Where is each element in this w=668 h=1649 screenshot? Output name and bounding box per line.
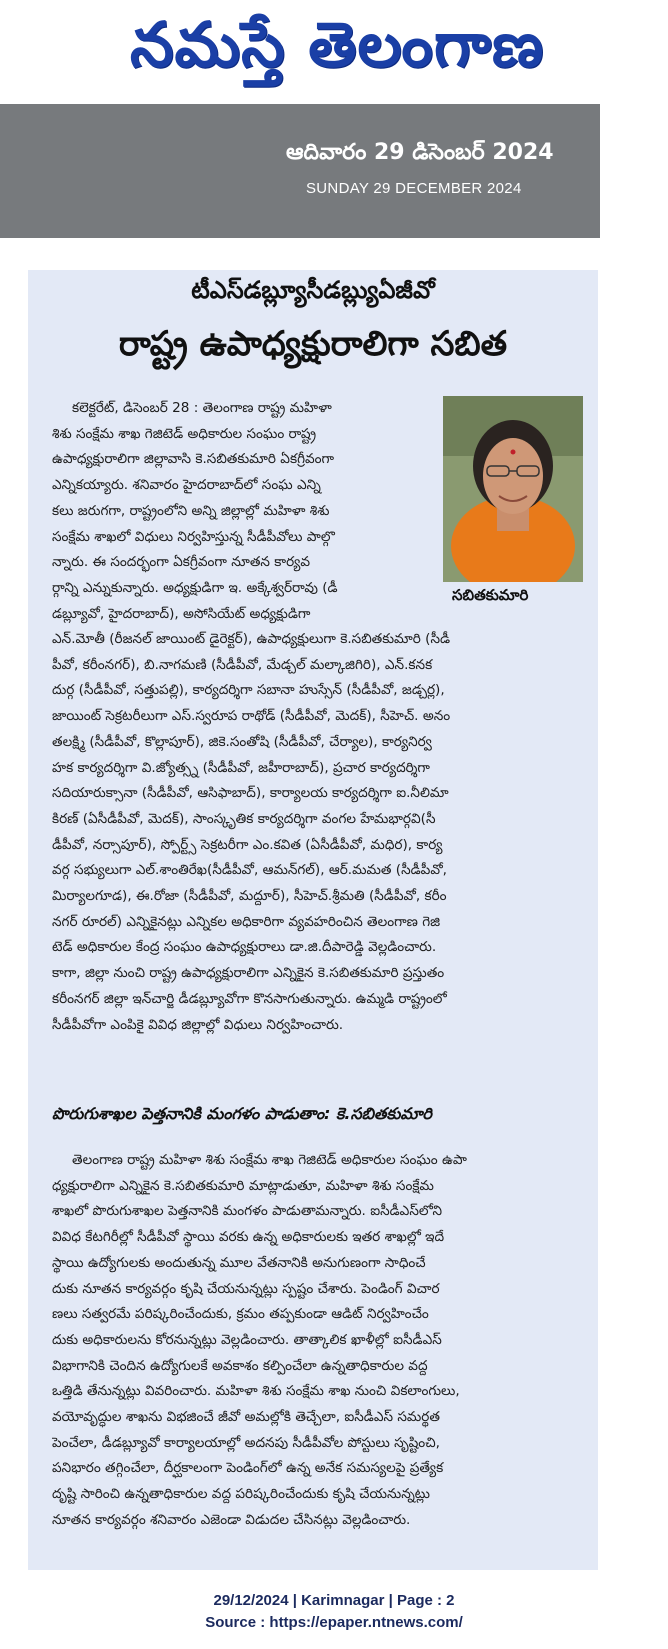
text-line: తలక్ష్మి (సీడీపీవో, కొల్లాపూర్), జికె.సంతోషి (సీడీపీవో, చేర్యాల), కార్యనిర్వ: [52, 733, 432, 750]
text-line: వర్గ సభ్యులుగా ఎల్.శాంతిరేఖ(సీడీపీవో, ఆమన్‌గల్), ఆర్.మమత (సీడీపీవో,: [52, 862, 447, 879]
text-line: కాగా, జిల్లా నుంచి రాష్ట్ర ఉపాధ్యక్షురాలిగా ఎన్నికైన కె.సబితకుమారి ప్రస్తుతం: [52, 965, 445, 982]
text-line: ఒత్తిడి తేనున్నట్లు వివరించారు. మహిళా శిశు సంక్షేమ శాఖ నుంచి వికలాంగులు,: [52, 1383, 460, 1400]
newspaper-logo: నమస్తే తెలంగాణ: [130, 8, 545, 81]
text-line: ఎన్నికయ్యారు. శనివారం హైదరాబాద్‌లో సంఘ ఎన్ని: [52, 477, 321, 494]
text-line: సదియారుక్సానా (సీడీపీవో, ఆసిఫాబాద్), కార్యాలయ కార్యదర్శిగా ఐ.నీలిమా: [52, 785, 449, 802]
text-line: మిర్యాలగూడ), ఈ.రోజా (సీడీపీవో, మద్దూర్), సీహెచ్.శ్రీమతి (సీడీపీవో, కరీం: [52, 888, 447, 905]
photo-caption: సబితకుమారి: [452, 586, 529, 604]
text-line: పీవో, కరీంనగర్), బి.నాగమణి (సీడీపీవో, మేడ్చల్ మల్కాజిగిరి), ఎన్.కనక: [52, 656, 433, 673]
text-line: నూతన కార్యవర్గం శనివారం ఎజెండా విడుదల చేసినట్లు వెల్లడించారు.: [52, 1511, 411, 1528]
text-line: శిశు సంక్షేమ శాఖ గెజిటెడ్ అధికారుల సంఘం రాష్ట్ర: [52, 425, 317, 442]
text-line: కరీంనగర్ జిల్లా ఇన్‌చార్జి డీడబ్ల్యూవోగా కొనసాగుతున్నారు. ఉమ్మడి రాష్ట్రంలో: [52, 990, 447, 1007]
person-photo: [443, 396, 583, 582]
text-line: వివిధ కేటగిరీల్లో సీడీపీవో స్థాయి వరకు ఉన్న అధికారులకు ఇతర శాఖల్లో ఇదే: [52, 1229, 445, 1246]
text-line: దుకు నూతన కార్యవర్గం కృషి చేయనున్నట్లు స్పష్టం చేశారు. పెండింగ్ విచార: [52, 1280, 440, 1297]
text-line: సీడీపీవోగా ఎంపికై వివిధ జిల్లాల్లో విధులు నిర్వహించారు.: [52, 1016, 344, 1033]
article-headline: రాష్ట్ర ఉపాధ్యక్షురాలిగా సబిత: [118, 324, 508, 364]
date-telugu: ఆదివారం 29 డిసెంబర్ 2024: [286, 140, 554, 165]
text-line: సంక్షేమ శాఖలో విధులు నిర్వహిస్తున్న సీడీపీవోలు పాల్గొ: [52, 528, 335, 545]
date-band: [0, 104, 600, 238]
date-english: SUNDAY 29 DECEMBER 2024: [306, 180, 522, 197]
text-line: ధ్యక్షురాలిగా ఎన్నికైన కె.సబితకుమారి మాట్లాడుతూ, మహిళా శిశు సంక్షేమ: [52, 1177, 434, 1194]
edition-line: 29/12/2024 | Karimnagar | Page : 2: [213, 1592, 455, 1609]
text-line: కలు జరుగగా, రాష్ట్రంలోని అన్ని జిల్లాల్లో మహిళా శిశు: [52, 502, 330, 519]
text-line: పనిభారం తగ్గించేలా, దీర్ఘకాలంగా పెండింగ్‌లో ఉన్న అనేక సమస్యలపై ప్రత్యేక: [52, 1460, 444, 1477]
text-line: డీపీవో, నర్సాపూర్), స్పోర్ట్స్ సెక్రటరీగా ఎం.కవిత (ఏసీడీపీవో, మధిర), కార్య: [52, 836, 443, 853]
portrait-image: [443, 396, 583, 582]
text-line: తెలంగాణ రాష్ట్ర మహిళా శిశు సంక్షేమ శాఖ గెజిటెడ్ అధికారుల సంఘం ఉపా: [72, 1152, 467, 1168]
text-line: ణలు సత్వరమే పరిష్కరించేందుకు, క్రమం తప్పకుండా ఆడిట్ నిర్వహించేం: [52, 1306, 429, 1323]
article-kicker: టీఎస్‌డబ్ల్యూసీడబ్ల్యుఏజీవో: [191, 276, 435, 304]
text-line: కిరణ్ (ఏసీడీపీవో, మెదక్), సాంస్కృతిక కార్యదర్శిగా వంగల హేమభార్గవి(సీ: [52, 810, 436, 827]
text-line: స్థాయి ఉద్యోగులకు అందుతున్న మూల వేతనానికి అనుగుణంగా సాధించే: [52, 1254, 426, 1271]
text-line: టెడ్ అధికారుల కేంద్ర సంఘం ఉపాధ్యక్షురాలు డా.జి.దీపారెడ్డి వెల్లడించారు.: [52, 939, 437, 956]
text-line: దుర్గ (సీడీపీవో, సత్తుపల్లి), కార్యదర్శిగా సబానా హుస్సేన్ (సీడీపీవో, జడ్చర్ల),: [52, 682, 445, 699]
text-line: న్నారు. ఈ సందర్భంగా ఏకగ్రీవంగా నూతన కార్యవ: [52, 554, 311, 571]
text-line: విభాగానికి చెందిన ఉద్యోగులకే అవకాశం కల్పించేలా ఉన్నతాధికారుల వద్ద: [52, 1357, 428, 1374]
text-line: దృష్టి సారించి ఉన్నతాధికారుల వద్ద పరిష్కరించేందుకు కృషి చేయనున్నట్లు: [52, 1486, 430, 1503]
text-line: పెంచేలా, డీడబ్ల్యూవో కార్యాలయాల్లో అదనపు సీడీపీవోల పోస్టులు సృష్టించి,: [52, 1434, 440, 1451]
text-line: హక కార్యదర్శిగా వి.జ్యోత్స్న (సీడీపీవో, జహీరాబాద్), ప్రచార కార్యదర్శిగా: [52, 759, 430, 776]
text-line: శాఖలో పొరుగుశాఖల పెత్తనానికి మంగళం పాడుతామన్నారు. ఐసీడీఎస్‌లోని: [52, 1203, 443, 1220]
text-line: వయోవృద్ధుల శాఖను విభజించే జీవో అమల్లోకి తెచ్చేలా, ఐసీడీఎస్ సమర్థత: [52, 1409, 440, 1426]
paragraph-1-wide: [52, 627, 588, 1038]
text-line: ఉపాధ్యక్షురాలిగా జిల్లావాసి కె.సబితకుమారి ఏకగ్రీవంగా: [52, 451, 335, 468]
paragraph-2: [52, 1148, 588, 1534]
text-line: ఎన్.మోతీ (రీజనల్ జాయింట్ డైరెక్టర్), ఉపాధ్యక్షులుగా కె.సబితకుమారి (సీడీ: [52, 631, 451, 647]
text-line: ర్గాన్ని ఎన్నుకున్నారు. అధ్యక్షుడిగా ఇ. అక్కేశ్వర్‌రావు (డీ: [52, 579, 338, 596]
text-line: జాయింట్ సెక్రటరీలుగా ఎస్.స్వరూప రాథోడ్ (సీడీపీవో, మెదక్), సీహెచ్. అనం: [52, 708, 451, 725]
text-line: దుకు అధికారులను కోరనున్నట్లు వెల్లడించారు. తాత్కాలిక ఖాళీల్లో ఐసీడీఎస్: [52, 1331, 442, 1348]
article-subheading: పొరుగుశాఖల పెత్తనానికి మంగళం పాడుతాం: కె.సబితకుమారి: [52, 1104, 432, 1123]
text-line: డబ్ల్యూవో, హైదరాబాద్), అసోసియేట్ అధ్యక్షుడిగా: [52, 605, 311, 622]
text-line: నగర్ రూరల్) ఎన్నికైనట్లు ఎన్నికల అధికారిగా వ్యవహరించిన తెలంగాణ గెజి: [52, 913, 441, 930]
paragraph-1-narrow: [52, 396, 438, 627]
source-line: Source : https://epaper.ntnews.com/: [205, 1614, 463, 1631]
text-line: కలెక్టరేట్, డిసెంబర్ 28 : తెలంగాణ రాష్ట్ర మహిళా: [72, 400, 332, 416]
masthead: [0, 0, 668, 100]
